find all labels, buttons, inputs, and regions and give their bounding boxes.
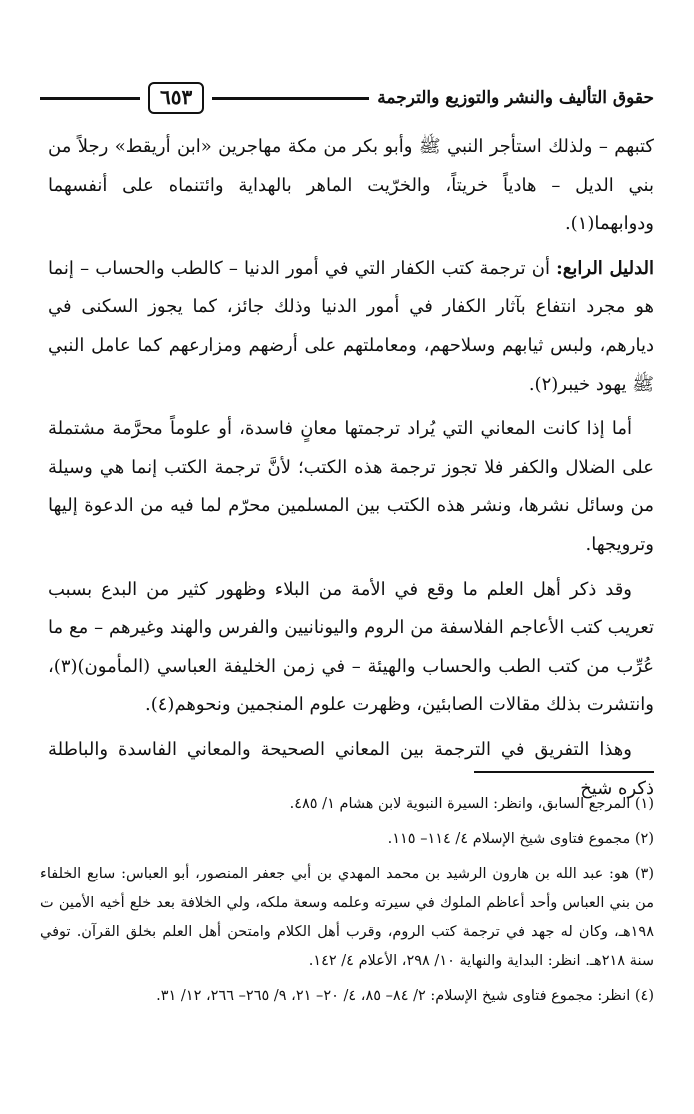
paragraph-2	[48, 250, 654, 404]
footnote-4: (٤) انظر: مجموع فتاوى شيخ الإسلام: ٢/ ٨٤– ٨٥، ٤/ ٢٠– ٢١، ٩/ ٢٦٥– ٢٦٦، ١٢/ ٣١.	[156, 988, 654, 1004]
paragraph-3: أما إذا كانت المعاني التي يُراد ترجمتها معانٍ فاسدة، أو علوماً محرَّمة مشتملة على الضلال والكفر فلا تجوز ترجمة هذه الكتب؛ لأنَّ ترجمة الكتب إنما هي وسيلة من وسائل نشرها، ونشر هذه الكتب بين المسلمين محرّم لما فيه من الدعوة إليها وترويجها.	[48, 418, 654, 555]
paragraph-1: كتبهم – ولذلك استأجر النبي ﷺ وأبو بكر من مكة مهاجرين «ابن أريقط» رجلاً من بني الديل – هادياً خريتاً، والخرّيت الماهر بالهداية وائتنماه على أنفسهما ودوابهما(١).	[48, 136, 654, 235]
page-number: ٦٥٣	[148, 82, 204, 114]
paragraph-4: وقد ذكر أهل العلم ما وقع في الأمة من البلاء وظهور كثير من البدع بسبب تعريب كتب الأعاجم الفلاسفة من الروم واليونانيين والفرس والهند وغيرهم – مع ما عُرِّب من كتب الطب والحساب والهيئة – في زمن الخليفة العباسي (المأمون)(٣)، وانتشرت بذلك مقالات الصابئين، وظهرت علوم المنجمين ونحوهم(٤).	[48, 578, 654, 716]
header-rule-end	[40, 97, 140, 100]
footnote-separator	[474, 771, 654, 773]
paragraph-5: وهذا التفريق في الترجمة بين المعاني الصحيحة والمعاني الفاسدة والباطلة ذكره شيخ	[48, 738, 654, 799]
main-text	[48, 128, 654, 814]
footnote-3: (٣) هو: عبد الله بن هارون الرشيد بن محمد المهدي بن أبي جعفر المنصور، أبو العباس: سابع الخلفاء من بني العباس وأحد أعاظم الملوك في سيرته وعلمه وسعة ملكه، ولي الخلافة بعد خلع أخيه الأمين ت ١٩٨هـ، وكان له جهد في ترجمة كتب الروم، وقرب أهل الكلام وامتحن أهل العلم بخلق القرآن. توفي سنة ٢١٨هـ. انظر: البداية والنهاية ١٠/ ٢٩٨، الأعلام ٤/ ١٤٢.	[40, 866, 654, 969]
page-header	[40, 78, 654, 118]
footnote-2: (٢) مجموع فتاوى شيخ الإسلام ٤/ ١١٤– ١١٥.	[387, 831, 654, 847]
section-lead: الدليل الرابع:	[556, 257, 655, 279]
running-title: حقوق التأليف والنشر والتوزيع والترجمة	[377, 88, 654, 108]
footnotes	[40, 790, 654, 1017]
footnote-1: (١) المرجع السابق، وانظر: السيرة النبوية لابن هشام ١/ ٤٨٥.	[289, 796, 654, 812]
header-rule	[212, 97, 369, 100]
paragraph-2-text: أن ترجمة كتب الكفار التي في أمور الدنيا – كالطب والحساب – إنما هو مجرد انتفاع بآثار الكفار في أمور الدنيا وذلك جائز، كما يجوز السكنى في ديارهم، ولبس ثيابهم وسلاحهم، ومعاملتهم على أرضهم ومزارعهم كما عامل النبي ﷺ يهود خيبر(٢).	[48, 257, 654, 395]
